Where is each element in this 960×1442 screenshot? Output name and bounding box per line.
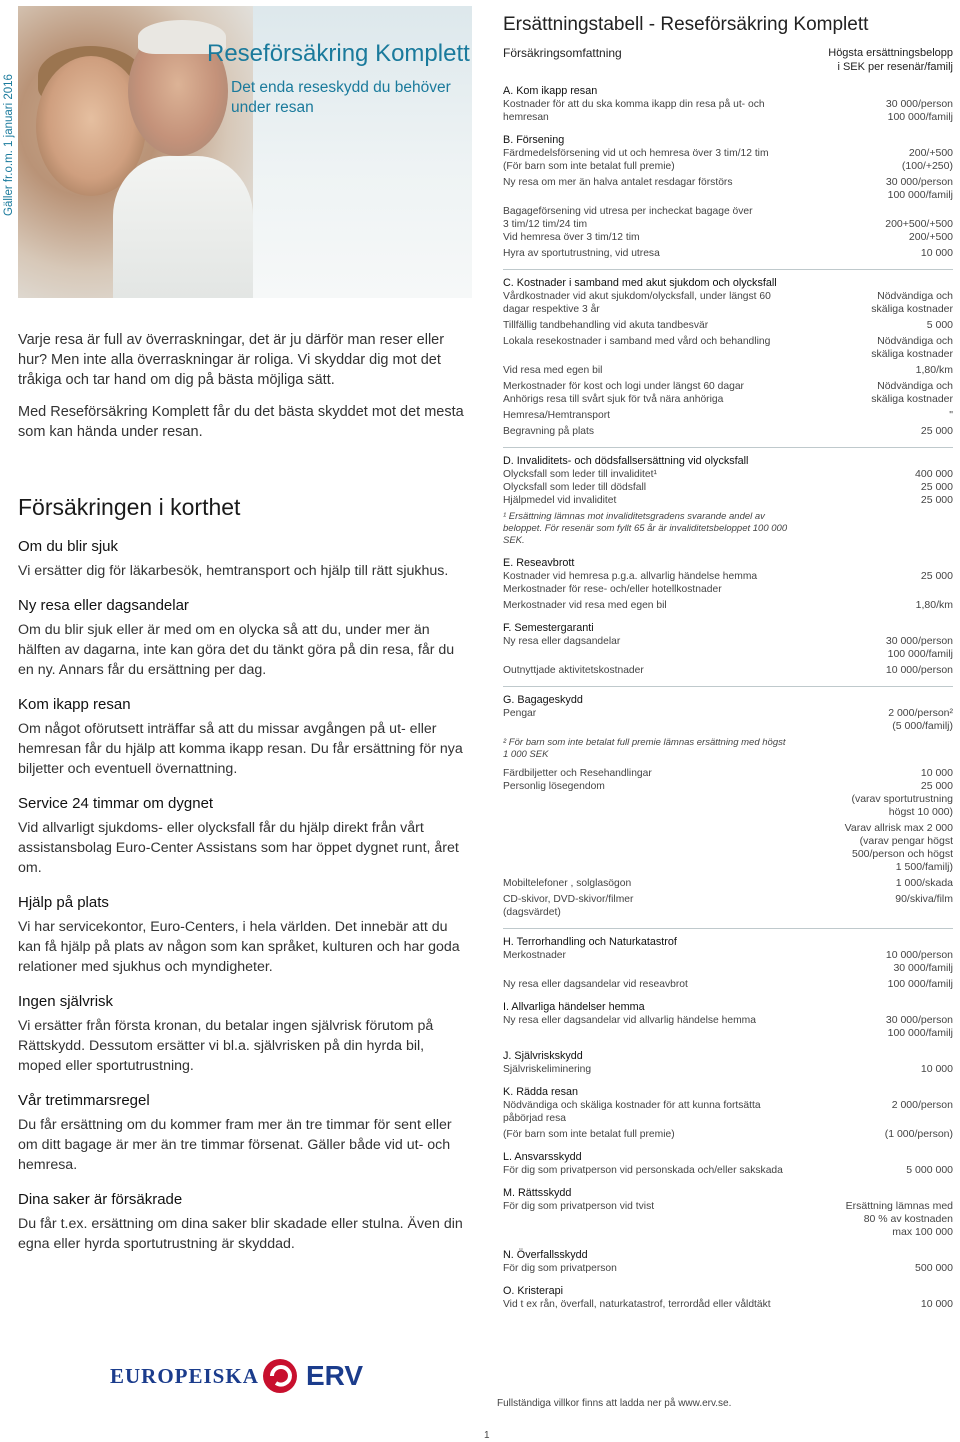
row-description: CD-skivor, DVD-skivor/filmer (dagsvärdet)	[503, 894, 634, 918]
hero-banner	[18, 6, 472, 298]
section-title: Ny resa eller dagsandelar	[18, 597, 189, 614]
row-amount: 10 000	[920, 247, 953, 259]
table-row	[503, 1262, 953, 1275]
table-row	[503, 147, 953, 173]
table-row	[503, 877, 953, 890]
summary-section	[18, 794, 470, 878]
table-row	[503, 978, 953, 991]
table-row	[503, 767, 953, 819]
row-description: Vårdkostnader vid akut sjukdom/olycksfall, under längst 60 dagar respektive 3 år	[503, 291, 771, 315]
row-description: Ny resa eller dagsandelar vid reseavbrot	[503, 979, 688, 990]
group-title: M. Rättsskydd	[503, 1187, 572, 1199]
table-row	[503, 707, 953, 733]
col-amount-header: Högsta ersättningsbelopp i SEK per resenär/familj	[828, 47, 953, 73]
row-amount: 1,80/km	[915, 599, 953, 611]
row-description: Lokala resekostnader i samband med vård och behandling	[503, 336, 771, 347]
company-logo	[110, 1356, 370, 1396]
table-row	[503, 635, 953, 661]
table-row	[503, 98, 953, 124]
summary-sections	[18, 537, 470, 1269]
table-row	[503, 1128, 953, 1141]
section-title: Kom ikapp resan	[18, 696, 131, 713]
row-description: Merkostnader för kost och logi under längst 60 dagar Anhörigs resa till svårt sjuk för två nära anhöriga	[503, 381, 744, 405]
summary-section	[18, 596, 470, 680]
coverage-group	[503, 621, 953, 677]
row-amount: 5 000 000	[906, 1164, 953, 1176]
erv-mark-icon	[262, 1358, 302, 1394]
row-description: Begravning på plats	[503, 426, 595, 437]
group-divider	[503, 928, 953, 929]
footnote: ² För barn som inte betalat full premie lämnas ersättning med högst 1 000 SEK	[503, 737, 786, 760]
row-amount: 10 000/person	[885, 664, 953, 676]
intro-text	[18, 330, 473, 442]
coverage-group	[503, 1248, 953, 1275]
section-title: Ingen självrisk	[18, 993, 114, 1010]
row-description: Vid t ex rån, överfall, naturkatastrof, terrordåd eller våldtäkt	[503, 1299, 771, 1310]
group-divider	[503, 447, 953, 448]
row-amount: 500 000	[915, 1262, 953, 1274]
coverage-group	[503, 1150, 953, 1177]
row-amount: Nödvändiga och skäliga kostnader	[871, 380, 953, 405]
coverage-group	[503, 1284, 953, 1311]
logo-erv: ERV	[306, 1360, 364, 1391]
row-amount: 25 000	[920, 425, 953, 437]
footer-note: Fullständiga villkor finns att ladda ner på www.erv.se.	[497, 1398, 732, 1409]
table-row	[503, 664, 953, 677]
row-description: Ny resa om mer än halva antalet resdagar förstörs	[503, 177, 733, 188]
coverage-group	[503, 1186, 953, 1239]
summary-section	[18, 893, 470, 977]
summary-section	[18, 1190, 470, 1254]
row-amount: Varav allrisk max 2 000 (varav pengar högst 500/person och högst 1 500/familj)	[844, 822, 953, 873]
table-row	[503, 570, 953, 596]
coverage-group	[503, 276, 953, 438]
intro-paragraph: Varje resa är full av överraskningar, det är ju därför man reser eller hur? Men inte alla överraskningar är roliga. Vi skyddar dig mot det tråkiga och tar hand om dig på bästa möjliga sätt.	[18, 332, 445, 388]
row-amount: 10 000/person 30 000/familj	[885, 949, 953, 974]
table-row	[503, 1298, 953, 1311]
coverage-group	[503, 556, 953, 612]
section-text: Om något oförutsett inträffar så att du missar avgången på ut- eller hemresan får du hjälp att komma ikapp resan. Du får ersättning för nya biljetter och eventuell övernattning.	[18, 721, 463, 777]
table-row	[503, 425, 953, 438]
row-description: Hemresa/Hemtransport	[503, 410, 611, 421]
table-row	[503, 822, 953, 874]
group-title: J. Självriskskydd	[503, 1050, 583, 1062]
table-title: Ersättningstabell - Reseförsäkring Komplett	[503, 14, 869, 35]
hero-subtitle: Det enda reseskydd du behöver under resan	[231, 79, 451, 116]
section-title: Dina saker är försäkrade	[18, 1191, 183, 1208]
compensation-table	[503, 14, 953, 1320]
row-description: Merkostnader	[503, 950, 566, 961]
table-row	[503, 380, 953, 406]
coverage-group	[503, 693, 953, 919]
group-title: D. Invaliditets- och dödsfallsersättning vid olycksfall	[503, 455, 749, 467]
row-amount: 1,80/km	[915, 364, 953, 376]
coverage-group	[503, 133, 953, 260]
row-amount: Nödvändiga och skäliga kostnader	[871, 290, 953, 315]
group-title: G. Bagageskydd	[503, 694, 583, 706]
row-amount: Nödvändiga och skäliga kostnader	[871, 335, 953, 360]
group-title: N. Överfallsskydd	[503, 1249, 588, 1261]
table-row	[503, 247, 953, 260]
table-row	[503, 176, 953, 202]
row-description: Outnyttjade aktivitetskostnader	[503, 665, 644, 676]
col-coverage-header: Försäkringsomfattning	[503, 46, 622, 60]
group-title: K. Rädda resan	[503, 1086, 579, 1098]
row-amount: 30 000/person 100 000/familj	[885, 176, 953, 201]
summary-section	[18, 695, 470, 779]
section-text: Vi har servicekontor, Euro-Centers, i hela världen. Det innebär att du kan få hjälp på plats av någon som kan språket, kulturen och har goda relationer med sjukhus och myndigheter.	[18, 919, 460, 975]
section-text: Vid allvarligt sjukdoms- eller olycksfall får du hjälp direkt från vårt assistansbolag Euro-Center Assistans som har öppet dygnet runt, året om.	[18, 820, 459, 876]
section-text: Vi ersätter från första kronan, du betalar ingen självrisk förutom på Rättskydd. Dessutom ersätter vi bl.a. självrisken på din hyrda bil, moped eller sportutrustning.	[18, 1018, 434, 1074]
group-title: F. Semestergaranti	[503, 622, 594, 634]
row-amount: 30 000/person 100 000/familj	[885, 1014, 953, 1039]
coverage-group	[503, 1000, 953, 1040]
row-amount: (1 000/person)	[884, 1128, 953, 1140]
table-row	[503, 949, 953, 975]
row-amount: 90/skiva/film	[895, 893, 953, 905]
row-description: För dig som privatperson	[503, 1263, 617, 1274]
row-description: Pengar	[503, 708, 537, 719]
row-description: För dig som privatperson vid personskada och/eller sakskada	[503, 1165, 783, 1176]
table-row	[503, 335, 953, 361]
coverage-group	[503, 454, 953, 547]
table-row	[503, 1099, 953, 1125]
group-divider	[503, 269, 953, 270]
coverage-group	[503, 1085, 953, 1141]
row-description: Självriskeliminering	[503, 1064, 592, 1075]
main-heading: Försäkringen i korthet	[18, 494, 241, 520]
group-title: E. Reseavbrott	[503, 557, 575, 569]
row-description: Hyra av sportutrustning, vid utresa	[503, 248, 660, 259]
table-row	[503, 290, 953, 316]
section-text: Du får t.ex. ersättning om dina saker blir skadade eller stulna. Även din egna eller hyrda sportutrustning är skyddad.	[18, 1216, 463, 1252]
row-amount: 2 000/person² (5 000/familj)	[888, 707, 953, 732]
row-description: Tillfällig tandbehandling vid akuta tandbesvär	[503, 320, 709, 331]
summary-section	[18, 1091, 470, 1175]
row-amount: 10 000	[920, 1298, 953, 1310]
hero-title: Reseförsäkring Komplett	[207, 40, 470, 67]
table-row	[503, 468, 953, 507]
group-title: L. Ansvarsskydd	[503, 1151, 582, 1163]
table-row	[503, 1014, 953, 1040]
row-description: Olycksfall som leder till invaliditet¹ Olycksfall som leder till dödsfall Hjälpmedel vid invaliditet	[503, 469, 657, 506]
row-amount: 2 000/person	[891, 1099, 953, 1111]
logo-europeiska: EUROPEISKA	[110, 1364, 259, 1388]
validity-note: Gäller fr.o.m. 1 januari 2016	[3, 74, 15, 216]
section-text: Du får ersättning om du kommer fram mer än tre timmar för sent eller om ditt bagage är mer än tre timmar försenat. Gäller både vid ut- och hemresa.	[18, 1117, 452, 1173]
intro-paragraph: Med Reseförsäkring Komplett får du det bästa skyddet mot det mesta som kan hända under resan.	[18, 404, 464, 440]
row-description: Kostnader för att du ska komma ikapp din resa på ut- och hemresan	[503, 99, 765, 123]
page-number: 1	[484, 1430, 490, 1441]
group-title: B. Försening	[503, 134, 565, 146]
row-amount: 400 000 25 000 25 000	[915, 468, 953, 506]
row-description: Färdmedelsförsening vid ut och hemresa över 3 tim/12 tim (För barn som inte betalat full premie)	[503, 148, 769, 172]
row-description: Merkostnader vid resa med egen bil	[503, 600, 667, 611]
coverage-group	[503, 84, 953, 124]
summary-section	[18, 537, 470, 581]
coverage-group	[503, 1049, 953, 1076]
table-groups	[503, 84, 953, 1311]
section-title: Service 24 timmar om dygnet	[18, 795, 214, 812]
row-amount: 30 000/person 100 000/familj	[885, 98, 953, 123]
row-description: Vid resa med egen bil	[503, 365, 603, 376]
row-amount: 10 000 25 000 (varav sportutrustning högst 10 000)	[851, 767, 953, 818]
section-title: Om du blir sjuk	[18, 538, 119, 555]
table-header	[503, 46, 953, 74]
row-amount: 30 000/person 100 000/familj	[885, 635, 953, 660]
row-description: Färdbiljetter och Resehandlingar Personlig lösegendom	[503, 768, 652, 792]
coverage-group	[503, 935, 953, 991]
row-amount: Ersättning lämnas med 80 % av kostnaden max 100 000	[845, 1200, 953, 1238]
group-title: A. Kom ikapp resan	[503, 85, 598, 97]
table-row	[503, 1063, 953, 1076]
row-amount: 1 000/skada	[895, 877, 953, 889]
section-title: Vår tretimmarsregel	[18, 1092, 150, 1109]
group-title: I. Allvarliga händelser hemma	[503, 1001, 645, 1013]
table-row	[503, 205, 953, 244]
summary-section	[18, 992, 470, 1076]
section-text: Om du blir sjuk eller är med om en olycka så att du, under mer än hälften av dagarna, inte kan göra det du tänkt göra på din resa, får du en ny. Annars får du ersättning per dag.	[18, 622, 455, 678]
group-title: C. Kostnader i samband med akut sjukdom och olycksfall	[503, 277, 777, 289]
row-amount: 10 000	[920, 1063, 953, 1075]
row-amount: 100 000/familj	[887, 978, 953, 990]
group-title: O. Kristerapi	[503, 1285, 563, 1297]
table-row	[503, 409, 953, 422]
row-amount: 200/+500 (100/+250)	[901, 147, 953, 172]
row-amount: 200+500/+500 200/+500	[885, 218, 953, 243]
row-description: Ny resa eller dagsandelar vid allvarlig händelse hemma	[503, 1015, 756, 1026]
group-title: H. Terrorhandling och Naturkatastrof	[503, 936, 677, 948]
row-amount: "	[949, 409, 953, 421]
group-divider	[503, 686, 953, 687]
footnote: ¹ Ersättning lämnas mot invaliditetsgradens svarande andel av beloppet. För resenär som fyllt 65 år är invaliditetsbeloppet 100 000 SEK.	[503, 511, 788, 546]
row-description: Bagageförsening vid utresa per incheckat bagage över 3 tim/12 tim/24 tim Vid hemresa över 3 tim/12 tim	[503, 206, 753, 243]
row-description: Kostnader vid hemresa p.g.a. allvarlig händelse hemma Merkostnader för rese- och/eller hotellkostnader	[503, 571, 758, 595]
table-row	[503, 1200, 953, 1239]
table-row	[503, 599, 953, 612]
table-row	[503, 364, 953, 377]
section-title: Hjälp på plats	[18, 894, 109, 911]
row-description: (För barn som inte betalat full premie)	[503, 1129, 675, 1140]
row-amount: 5 000	[926, 319, 953, 331]
section-text: Vi ersätter dig för läkarbesök, hemtransport och hjälp till rätt sjukhus.	[18, 563, 449, 579]
row-amount: 25 000	[920, 570, 953, 582]
table-row	[503, 319, 953, 332]
table-row	[503, 1164, 953, 1177]
row-description: Nödvändiga och skäliga kostnader för att kunna fortsätta påbörjad resa	[503, 1100, 761, 1124]
table-row	[503, 893, 953, 919]
row-description: För dig som privatperson vid tvist	[503, 1201, 655, 1212]
row-description: Ny resa eller dagsandelar	[503, 636, 621, 647]
row-description: Mobiltelefoner , solglasögon	[503, 878, 632, 889]
